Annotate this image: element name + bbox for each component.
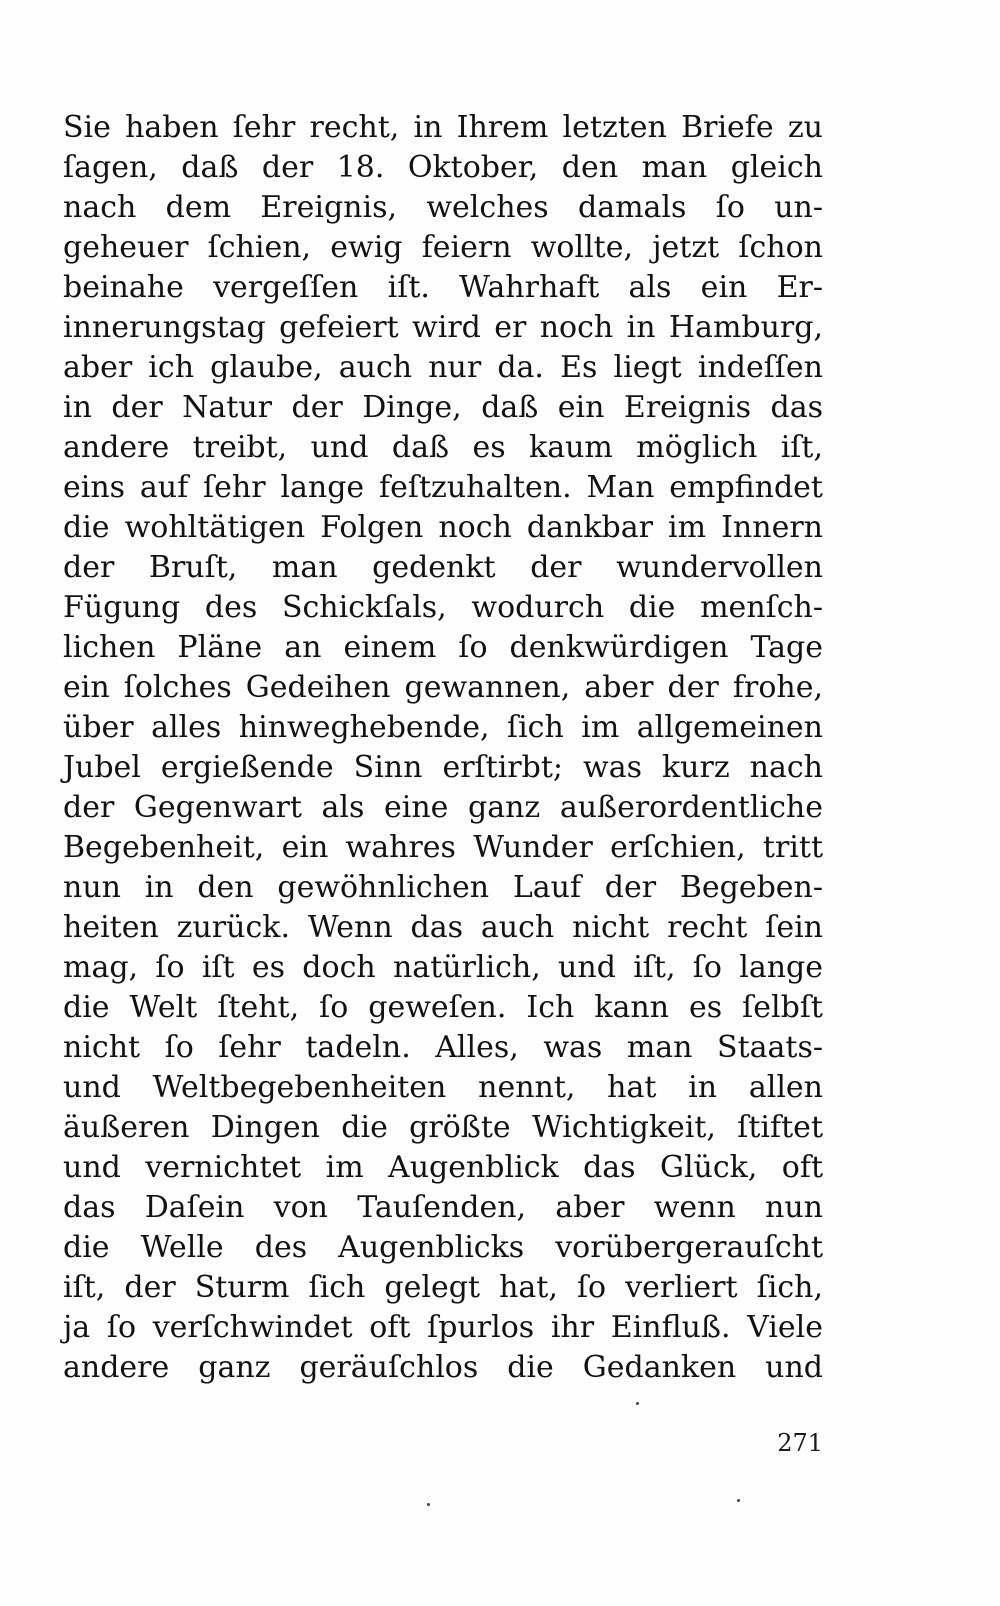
text-line: beinahe vergeſſen iſt. Wahrhaft als ein Er- <box>63 270 823 305</box>
text-line: Jubel ergießende Sinn erſtirbt; was kurz nach <box>63 750 823 785</box>
text-line: mag, ſo iſt es doch natürlich, und iſt, ſo lange <box>63 950 823 985</box>
text-line: die Welt ſteht, ſo geweſen. Ich kann es ſelbſt <box>63 990 823 1025</box>
text-line: und Weltbegebenheiten nennt, hat in allen <box>63 1070 823 1105</box>
text-line: eins auf ſehr lange feſtzuhalten. Man empfindet <box>63 470 823 505</box>
text-line: über alles hinweghebende, ſich im allgemeinen <box>63 710 823 745</box>
text-line: aber ich glaube, auch nur da. Es liegt indeſſen <box>63 350 823 385</box>
body-text <box>63 108 823 1388</box>
text-line: äußeren Dingen die größte Wichtigkeit, ſtiftet <box>63 1110 823 1145</box>
text-line: das Daſein von Tauſenden, aber wenn nun <box>63 1190 823 1225</box>
text-line: die Welle des Augenblicks vorübergerauſcht <box>63 1230 823 1265</box>
print-speck <box>636 1402 639 1405</box>
text-line: ſagen, daß der 18. Oktober, den man gleich <box>63 150 823 185</box>
text-line: nach dem Ereignis, welches damals ſo un- <box>63 190 823 225</box>
text-line: nun in den gewöhnlichen Lauf der Begeben- <box>63 870 823 905</box>
text-line: iſt, der Sturm ſich gelegt hat, ſo verliert ſich, <box>63 1270 823 1305</box>
print-speck <box>737 1499 740 1502</box>
text-line: Begebenheit, ein wahres Wunder erſchien, tritt <box>63 830 823 865</box>
text-line: ein ſolches Gedeihen gewannen, aber der frohe, <box>63 670 823 705</box>
text-line: in der Natur der Dinge, daß ein Ereignis das <box>63 390 823 425</box>
text-line: heiten zurück. Wenn das auch nicht recht ſein <box>63 910 823 945</box>
text-line: die wohltätigen Folgen noch dankbar im Innern <box>63 510 823 545</box>
text-line: Sie haben ſehr recht, in Ihrem letzten Briefe zu <box>63 110 823 145</box>
text-line: ja ſo verſchwindet oft ſpurlos ihr Einfluß. Viele <box>63 1310 823 1345</box>
text-line: Fügung des Schickſals, wodurch die menſch- <box>63 590 823 625</box>
text-line: innerungstag gefeiert wird er noch in Hamburg, <box>63 310 823 345</box>
text-line: der Gegenwart als eine ganz außerordentliche <box>63 790 823 825</box>
page-number: 271 <box>777 1429 823 1457</box>
text-line: andere treibt, und daß es kaum möglich iſt, <box>63 430 823 465</box>
print-speck <box>427 1503 430 1506</box>
text-line: andere ganz geräuſchlos die Gedanken und <box>63 1350 823 1385</box>
text-line: lichen Pläne an einem ſo denkwürdigen Tage <box>63 630 823 665</box>
text-line: geheuer ſchien, ewig feiern wollte, jetzt ſchon <box>63 230 823 265</box>
text-line: nicht ſo ſehr tadeln. Alles, was man Staats- <box>63 1030 823 1065</box>
text-line: und vernichtet im Augenblick das Glück, oft <box>63 1150 823 1185</box>
text-line: der Bruſt, man gedenkt der wundervollen <box>63 550 823 585</box>
